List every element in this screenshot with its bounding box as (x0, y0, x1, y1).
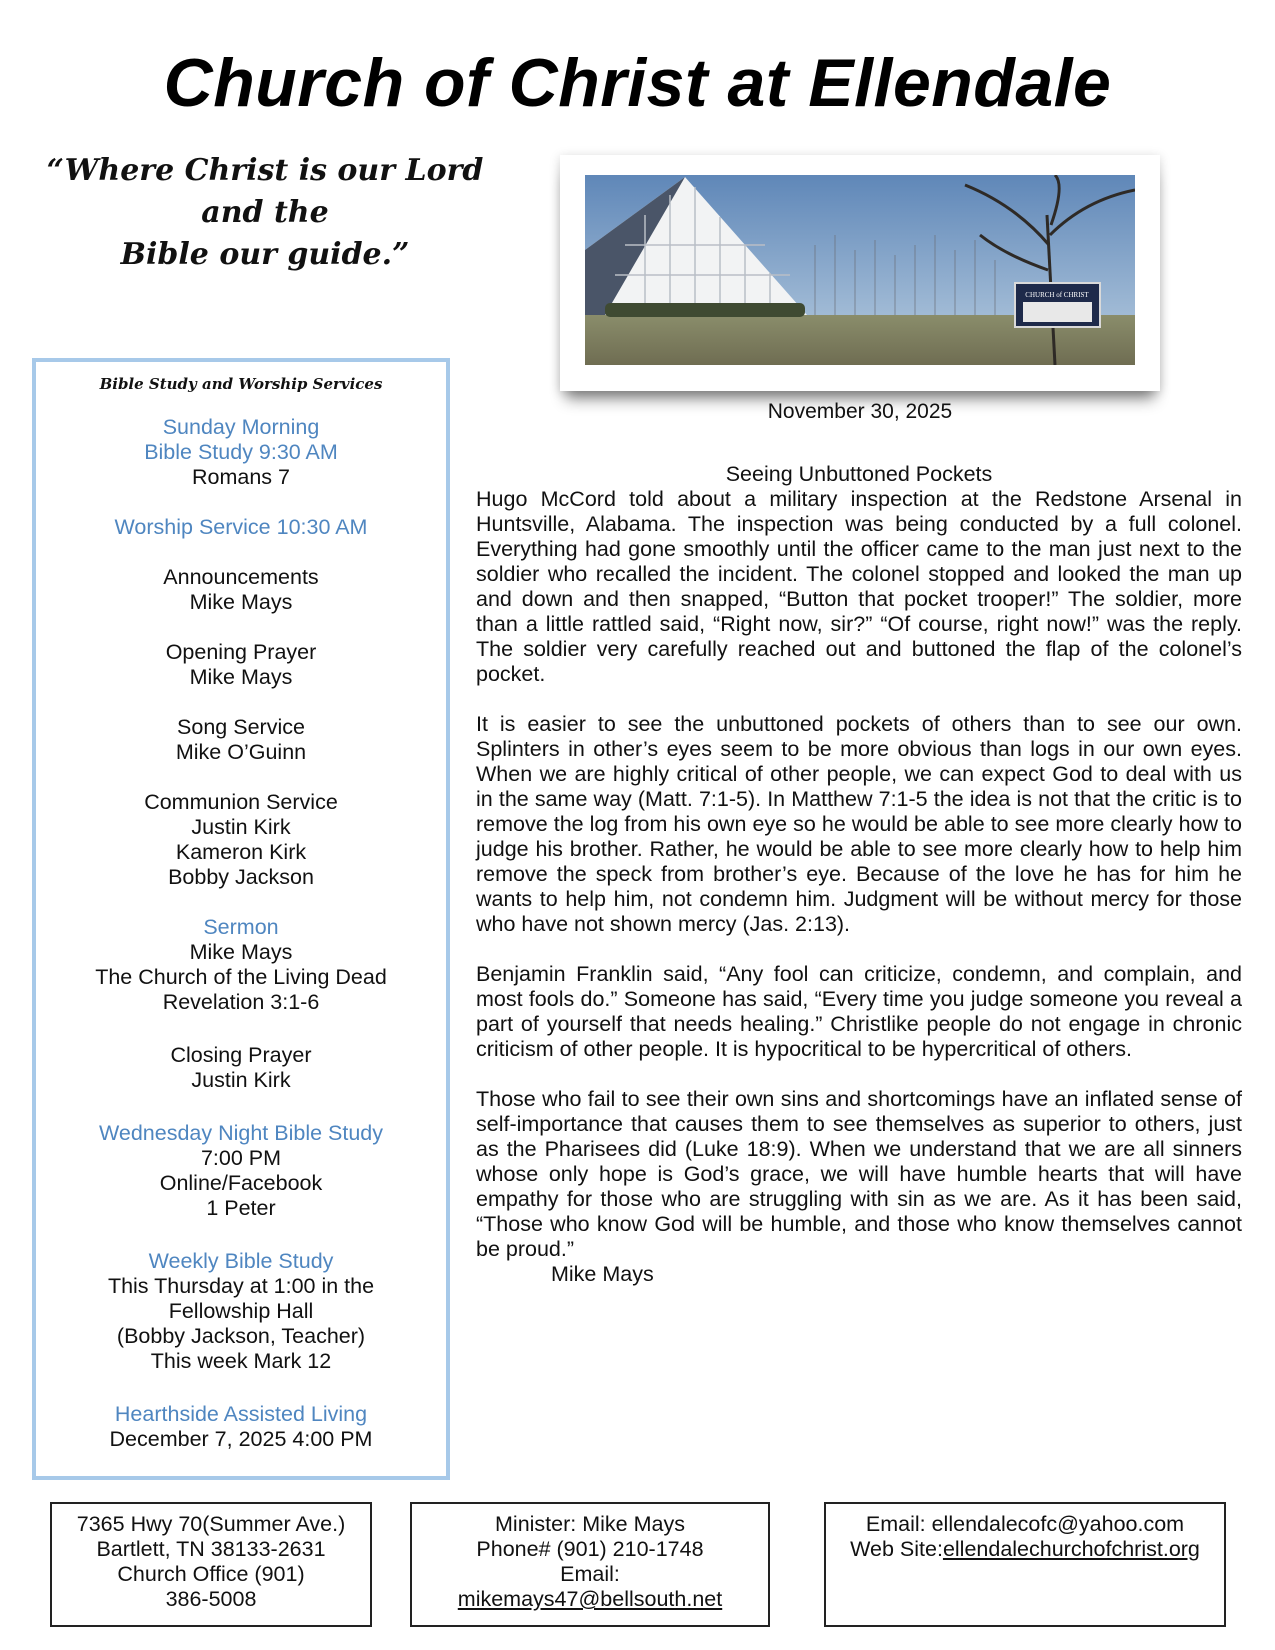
article-paragraph: Hugo McCord told about a military inspection at the Redstone Arsenal in Huntsville, Alabama. The inspection was being conducted by a full colonel. Everything had gone smoothly until the officer came to the man just next to the soldier who recalled the incident. The colonel stopped and looked the man up and down and then snapped, “Button that pocket trooper!” The soldier, more than a little rattled said, “Right now, sir?” “Of course, right now!” was the reply. The soldier very carefully reached out and buttoned the flap of the colonel’s pocket. (476, 487, 1242, 686)
website-label: Web Site: (850, 1537, 943, 1561)
church-sign-text: CHURCH of CHRIST (1025, 291, 1089, 299)
address-line: 386-5008 (165, 1587, 257, 1611)
church-email: Email: ellendalecofc@yahoo.com (865, 1512, 1185, 1536)
article-paragraph: It is easier to see the unbuttoned pockets of others than to see our own. Splinters in other’s eyes seem to be more obvious than logs in our own eyes. When we are highly critical of other people, we can expect God to deal with us in the same way (Matt. 7:1-5). In Matthew 7:1-5 the idea is not that the critic is to remove the log from his own eye so he would be able to see more clearly how to judge his brother. Rather, he would be able to see more clearly how to help him remove the speck from brother’s eye. Because of the love he has for him he wants to help him, not condemn him. Judgment will be without mercy for those who have not shown mercy (Jas. 2:13). (476, 712, 1242, 936)
website-line (826, 1537, 1224, 1562)
weekly-study-line: Fellowship Hall (168, 1299, 314, 1323)
closing-prayer-label: Closing Prayer (170, 1043, 312, 1067)
communion-label: Communion Service (144, 790, 338, 814)
announcements-name: Mike Mays (189, 590, 293, 614)
closing-prayer-name: Justin Kirk (191, 1068, 291, 1092)
sermon-label: Sermon (203, 915, 279, 939)
weekly-study-label: Weekly Bible Study (148, 1249, 334, 1273)
weekly-study-line: This week Mark 12 (150, 1349, 332, 1373)
church-sign-board (1023, 302, 1092, 322)
hedges (605, 303, 805, 317)
song-service-label: Song Service (177, 715, 305, 739)
wednesday-location: Online/Facebook (159, 1171, 323, 1195)
article-paragraph: Those who fail to see their own sins and shortcomings have an inflated sense of self-importance that causes them to see themselves as superior to others, just as the Pharisees did (Luke 18:9). When we understand that we are all sinners whose only hope is God’s grace, we will have humble hearts that will have empathy for those who are struggling with sin as we are. As it has been said, “Those who know God will be humble, and those who know themselves cannot be proud.” (476, 1087, 1242, 1261)
address-line: Bartlett, TN 38133-2631 (96, 1537, 326, 1561)
services-schedule (32, 358, 450, 1480)
sermon-speaker: Mike Mays (189, 940, 293, 964)
tagline-line-1: “Where Christ is our Lord and the (46, 153, 484, 230)
communion-name: Justin Kirk (191, 815, 291, 839)
communion-name: Kameron Kirk (175, 840, 307, 864)
opening-prayer-label: Opening Prayer (165, 640, 317, 664)
sermon-text: Revelation 3:1-6 (162, 990, 320, 1014)
weekly-study-line: (Bobby Jackson, Teacher) (116, 1324, 366, 1348)
page-title: Church of Christ at Ellendale (163, 45, 1112, 121)
church-photo (560, 155, 1160, 391)
wednesday-topic: 1 Peter (206, 1196, 276, 1220)
sermon-title: The Church of the Living Dead (95, 965, 387, 989)
opening-prayer-name: Mike Mays (189, 665, 293, 689)
tagline (40, 150, 490, 276)
address-line: 7365 Hwy 70(Summer Ave.) (76, 1512, 346, 1536)
church-photo-image (585, 175, 1135, 365)
hearthside-label: Hearthside Assisted Living (114, 1402, 368, 1426)
tagline-line-2: Bible our guide.” (120, 237, 410, 272)
bulletin-date: November 30, 2025 (767, 400, 953, 423)
article-title: Seeing Unbuttoned Pockets (725, 462, 993, 486)
bible-study-topic: Romans 7 (192, 465, 290, 489)
announcements-label: Announcements (163, 565, 319, 589)
minister-phone: Phone# (901) 210-1748 (476, 1537, 704, 1561)
website-link[interactable]: ellendalechurchofchrist.org (942, 1537, 1200, 1561)
article-paragraph: Benjamin Franklin said, “Any fool can criticize, condemn, and complain, and most fools do.” Someone has said, “Every time you judge someone you reveal a part of yourself that needs healing.” Christlike people do not engage in chronic criticism of other people. It is hypocritical to be hypercritical of others. (476, 962, 1242, 1061)
schedule-heading: Bible Study and Worship Services (99, 375, 383, 393)
minister-name: Minister: Mike Mays (495, 1512, 685, 1536)
weekly-study-line: This Thursday at 1:00 in the (107, 1274, 375, 1298)
address-box (50, 1502, 372, 1627)
song-service-name: Mike O’Guinn (175, 740, 307, 764)
communion-name: Bobby Jackson (168, 865, 314, 889)
address-line: Church Office (901) (117, 1562, 305, 1586)
wednesday-time: 7:00 PM (200, 1146, 282, 1170)
minister-email-link[interactable]: mikemays47@bellsouth.net (457, 1587, 723, 1611)
wednesday-study-label: Wednesday Night Bible Study (98, 1121, 384, 1145)
minister-box (410, 1502, 770, 1627)
minister-email-label: Email: (560, 1562, 620, 1586)
hearthside-date: December 7, 2025 4:00 PM (109, 1427, 373, 1451)
article (476, 462, 1242, 1287)
contact-box (824, 1502, 1226, 1627)
sunday-morning-label: Sunday Morning (162, 415, 320, 439)
worship-service-label: Worship Service 10:30 AM (114, 515, 368, 539)
article-signature: Mike Mays (551, 1262, 654, 1286)
bible-study-time: Bible Study 9:30 AM (144, 440, 338, 464)
